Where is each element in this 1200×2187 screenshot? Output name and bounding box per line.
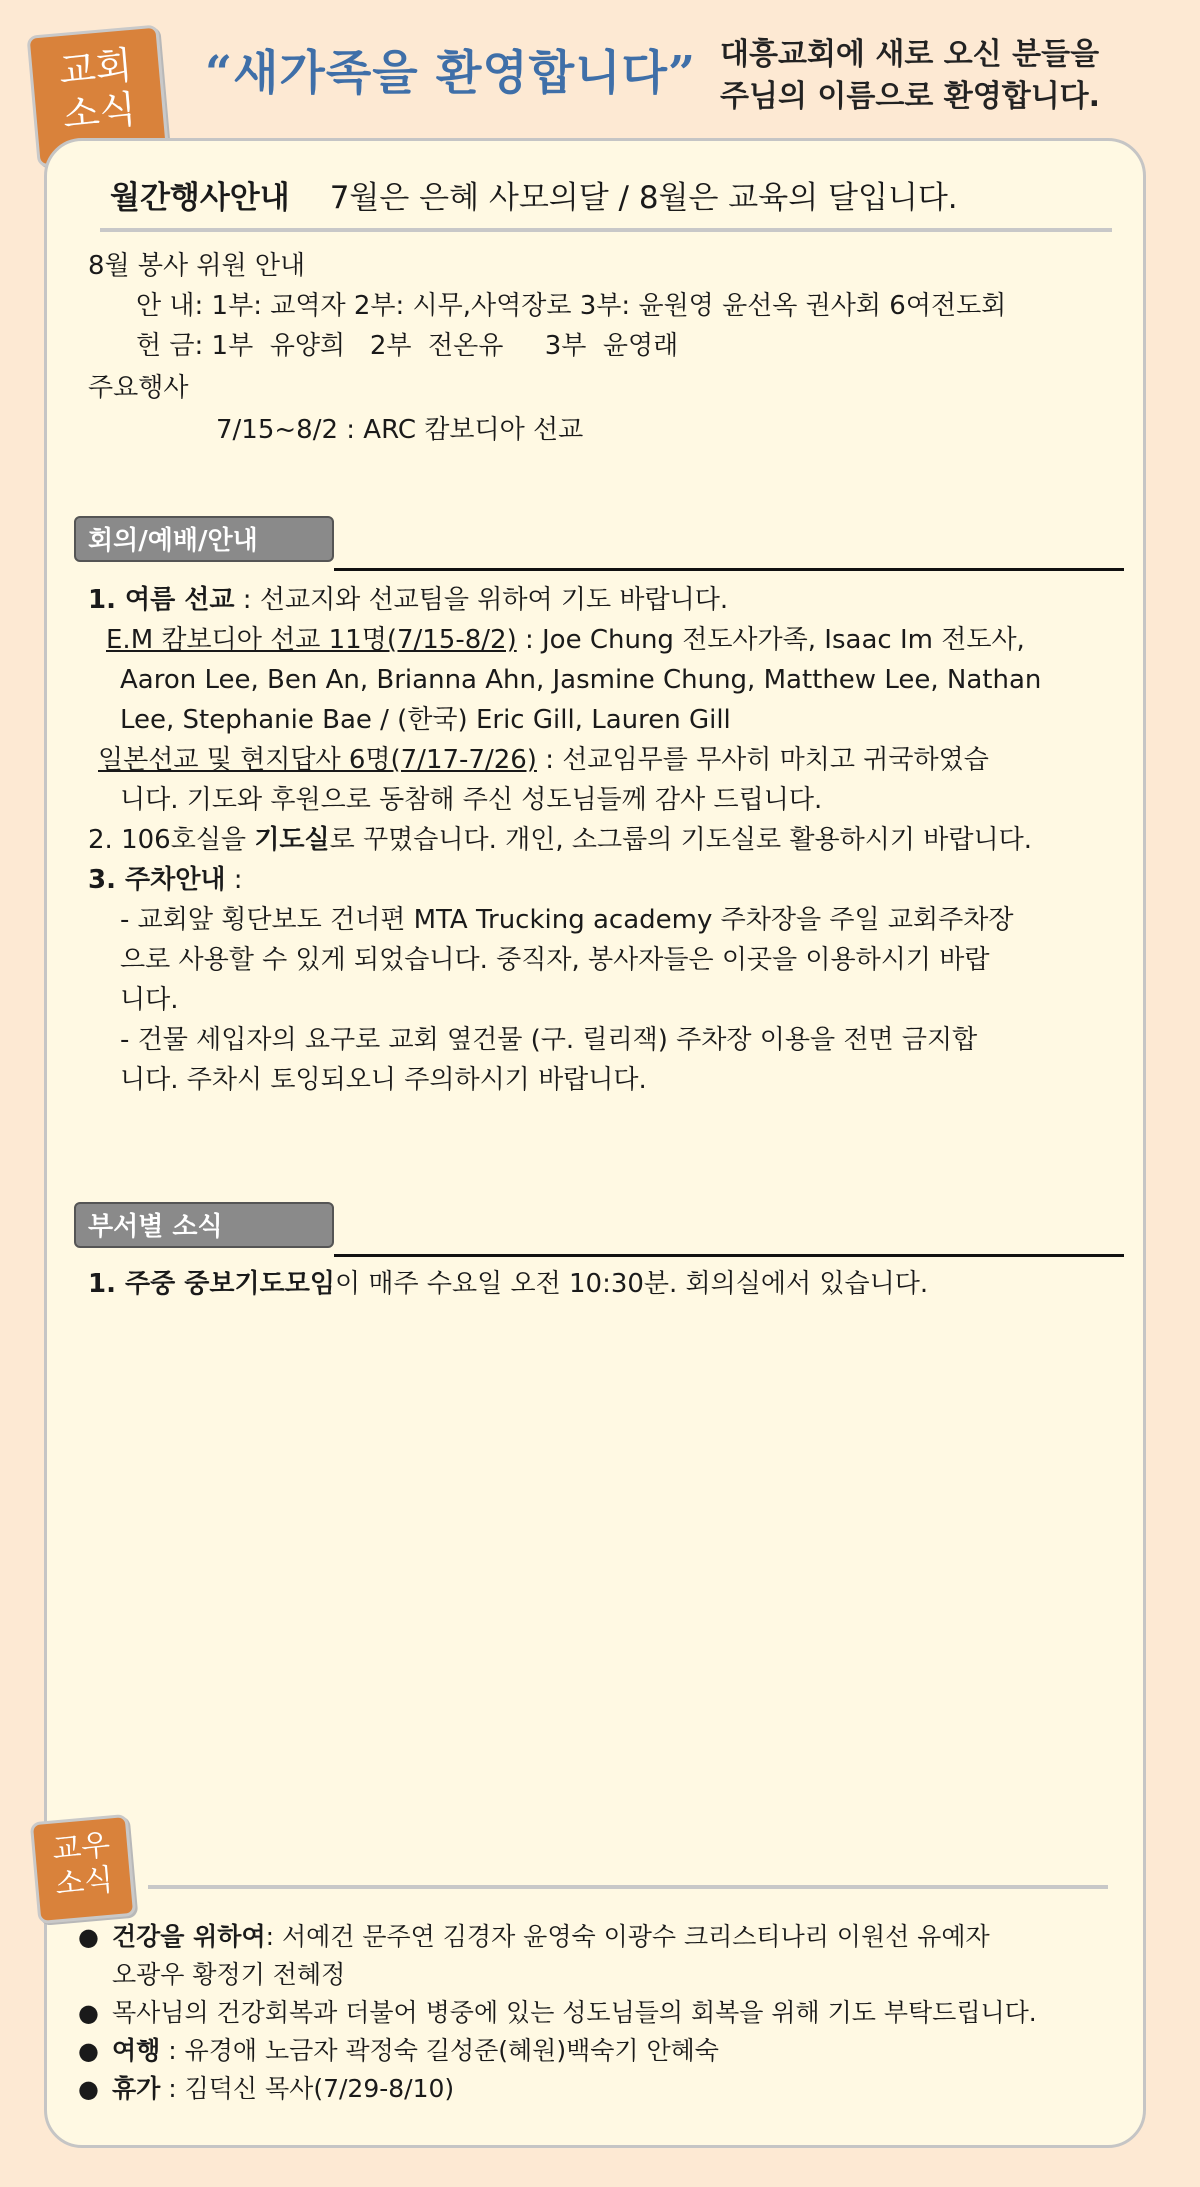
parking-note-2: [88, 1020, 1041, 1100]
prayer-room-pre: 2. 106호실을: [88, 825, 255, 855]
bullet-icon: ●: [78, 2075, 99, 2103]
parking-line: - 건물 세입자의 요구로 교회 옆건물 (구. 릴리잭) 주차장 이용을 전면 금지합: [120, 1025, 978, 1055]
bullet-icon: ●: [78, 1999, 99, 2027]
welcome-title: “새가족을 환영합니다”: [205, 46, 697, 101]
list-item: [78, 1994, 1168, 2032]
section-rule: [334, 1254, 1124, 1257]
japan-mission-text: : 선교임무를 무사히 마치고 귀국하였습: [536, 745, 989, 775]
guide-part3-value: 윤원영 윤선옥 권사회 6여전도회: [630, 291, 1007, 321]
section-tab-meeting: 회의/예배/안내: [74, 516, 334, 562]
parking-note-1: [88, 900, 1041, 1020]
monthly-events-line: [110, 172, 1110, 217]
parking-line: - 교회앞 횡단보도 건너편 MTA Trucking academy 주차장을 주일 교회주차장: [120, 905, 1014, 935]
prayer-room-bold: 기도실: [254, 825, 330, 855]
list-item: [78, 1918, 1168, 1994]
offering-row: 헌 금: 1부 유양희 2부 전온유 3부 윤영래: [136, 331, 679, 361]
list-item: [78, 2070, 1168, 2108]
guide-part3-label: 3부:: [579, 291, 631, 321]
meeting-section-body: [88, 580, 1041, 1100]
em-mission-members: Aaron Lee, Ben An, Brianna Ahn, Jasmine Chung, Matthew Lee, Nathan: [120, 665, 1042, 695]
item-text-cont: 오광우 황정기 전혜정: [112, 1960, 346, 1989]
item-text: : 김덕신 목사(7/29-8/10): [160, 2074, 455, 2103]
guide-part2-label: 2부:: [353, 291, 405, 321]
members-news-stamp: [30, 1814, 137, 1924]
prayer-room-post: 로 꾸몄습니다. 개인, 소그룹의 기도실로 활용하시기 바랍니다.: [329, 825, 1032, 855]
japan-mission-label: 일본선교 및 현지답사 6명(7/17-7/26): [98, 745, 537, 775]
summer-mission-text: : 선교지와 선교팀을 위하여 기도 바랍니다.: [234, 585, 729, 615]
item-label: 휴가: [112, 2074, 161, 2103]
parking-line: 니다. 주차시 토잉되오니 주의하시기 바랍니다.: [120, 1065, 647, 1095]
welcome-message: [720, 34, 1190, 118]
prayer-meeting-text: 이 매주 수요일 오전 10:30분. 회의실에서 있습니다.: [335, 1269, 929, 1299]
bullet-icon: ●: [78, 1923, 99, 1951]
guide-part2-value: 시무,사역장로: [404, 291, 580, 321]
section-tab-department: 부서별 소식: [74, 1202, 334, 1248]
japan-mission-row: [88, 740, 1041, 780]
parking-line: 니다.: [120, 985, 179, 1015]
stamp-line: 교회: [57, 42, 135, 94]
stamp-line: 소식: [60, 86, 138, 137]
parking-head: 3. 주차안내: [88, 865, 226, 895]
welcome-line: 대흥교회에 새로 오신 분들을: [720, 37, 1100, 72]
monthly-text: 7월은 은혜 사모의달 / 8월은 교육의 달입니다.: [329, 180, 958, 216]
monthly-label: 월간행사안내: [110, 180, 290, 216]
parking-item: [88, 860, 1041, 900]
main-event-item: 7/15~8/2 : ARC 캄보디아 선교: [216, 415, 584, 445]
em-mission-members: Lee, Stephanie Bae / (한국) Eric Gill, Lauren Gill: [120, 705, 731, 735]
em-mission-text: : Joe Chung 전도사가족, Isaac Im 전도사,: [516, 625, 1025, 655]
divider: [148, 1885, 1108, 1889]
summer-mission-item: [88, 580, 1041, 620]
em-mission-label: E.M 캄보디아 선교 11명(7/15-8/2): [106, 625, 517, 655]
list-item: [78, 2032, 1168, 2070]
members-news-list: [78, 1918, 1168, 2108]
divider: [100, 228, 1112, 232]
welcome-line: 주님의 이름으로 환영합니다.: [720, 79, 1101, 114]
japan-mission-text-cont: 니다. 기도와 후원으로 동참해 주신 성도님들께 감사 드립니다.: [120, 785, 823, 815]
guide-part1-label: 1부:: [211, 291, 262, 321]
item-label: 건강을 위하여: [112, 1922, 266, 1951]
prayer-meeting-head: 1. 주중 중보기도모임: [88, 1269, 335, 1299]
stamp-line: 교우: [50, 1827, 112, 1868]
volunteers-section: [88, 246, 1006, 450]
item-text: 목사님의 건강회복과 더불어 병중에 있는 성도님들의 회복을 위해 기도 부탁드립니다.: [112, 1998, 1037, 2027]
section-rule: [334, 568, 1124, 571]
summer-mission-head: 1. 여름 선교: [88, 585, 235, 615]
em-mission-row: [88, 620, 1041, 660]
item-text: : 유경애 노금자 곽정숙 길성준(혜원)백숙기 안혜숙: [160, 2036, 719, 2065]
department-item: [88, 1264, 928, 1304]
guide-row: [88, 286, 1006, 326]
parking-line: 으로 사용할 수 있게 되었습니다. 중직자, 봉사자들은 이곳을 이용하시기 바랍: [120, 945, 990, 975]
guide-label: 안 내:: [136, 291, 204, 321]
guide-part1-value: 교역자: [261, 291, 354, 321]
parking-colon: :: [225, 865, 243, 895]
prayer-room-item: [88, 820, 1041, 860]
volunteers-title: 8월 봉사 위원 안내: [88, 251, 306, 281]
main-events-title: 주요행사: [88, 373, 189, 403]
bullet-icon: ●: [78, 2037, 99, 2065]
item-label: 여행: [112, 2036, 161, 2065]
item-text: : 서예건 문주연 김경자 윤영숙 이광수 크리스티나리 이원선 유예자: [265, 1922, 990, 1951]
stamp-line: 소식: [53, 1861, 115, 1902]
